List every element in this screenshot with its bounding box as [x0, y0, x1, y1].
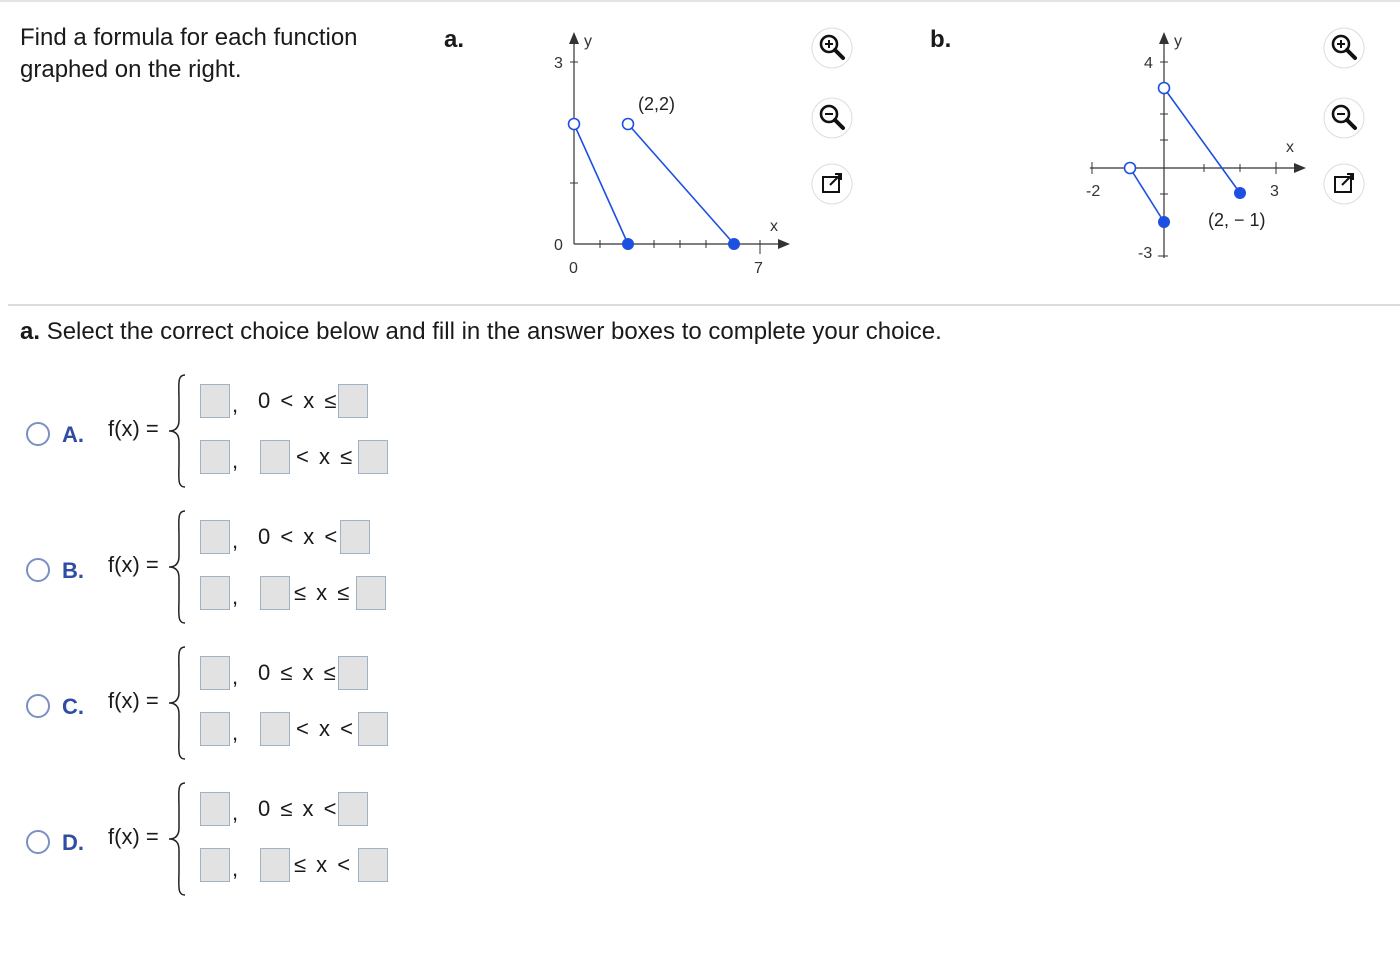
choice-b-row2-condition: ≤ x ≤ — [294, 580, 352, 605]
choice-b-brace — [166, 508, 188, 626]
choice-c-brace — [166, 644, 188, 762]
choice-a-row2-value-input[interactable] — [200, 440, 230, 474]
graph-a-y-label: y — [584, 33, 592, 50]
choice-c-row1-condition: 0 ≤ x ≤ — [258, 660, 338, 685]
choice-d-row2-upper-input[interactable] — [358, 848, 388, 882]
choice-b-row1-comma: , — [232, 528, 239, 553]
choice-c-row1-upper-input[interactable] — [338, 656, 368, 690]
choice-a-row1-comma: , — [232, 392, 239, 417]
choice-b — [0, 508, 700, 628]
choice-b-row2-value-input[interactable] — [200, 576, 230, 610]
choice-a-row2-comma: , — [232, 448, 239, 473]
choice-c-row2-condition: < x < — [296, 716, 355, 741]
choice-a-row1-condition: 0 < x ≤ — [258, 388, 339, 413]
graph-b — [1080, 28, 1320, 268]
choice-b-row2-comma: , — [232, 584, 239, 609]
choice-d-row2-comma: , — [232, 856, 239, 881]
choice-c-row2-upper-input[interactable] — [358, 712, 388, 746]
zoom-out-icon[interactable] — [1322, 96, 1366, 140]
choice-b-row1-upper-input[interactable] — [340, 520, 370, 554]
graph-a-x-tick-7: 7 — [754, 260, 763, 277]
graph-a-y-tick-3: 3 — [554, 55, 563, 72]
choice-b-row1-condition: 0 < x < — [258, 524, 340, 549]
graph-a-label: a. — [444, 26, 465, 53]
choice-a-row2-upper-input[interactable] — [358, 440, 388, 474]
choice-a-letter: A. — [62, 422, 84, 447]
choice-c-row1-value-input[interactable] — [200, 656, 230, 690]
choice-a-brace — [166, 372, 188, 490]
question-prompt: Find a formula for each function graphed on the right. — [20, 24, 358, 83]
choice-a-fx: f(x) = — [108, 416, 159, 441]
graph-b-x-tick-3: 3 — [1270, 183, 1279, 200]
graph-a-open-point-1 — [569, 119, 580, 130]
graph-b-label: b. — [930, 26, 952, 53]
section-divider — [8, 304, 1400, 306]
choice-c-letter: C. — [62, 694, 84, 719]
choice-b-row2-upper-input[interactable] — [356, 576, 386, 610]
choice-c-row2-comma: , — [232, 720, 239, 745]
choice-a-row1-upper-input[interactable] — [338, 384, 368, 418]
graph-b-closed-point-1 — [1158, 216, 1170, 228]
zoom-in-icon[interactable] — [810, 26, 854, 70]
choice-b-fx: f(x) = — [108, 552, 159, 577]
graph-b-closed-point-2 — [1234, 187, 1246, 199]
choice-c-row2-lower-input[interactable] — [260, 712, 290, 746]
choice-d-row2-condition: ≤ x < — [294, 852, 353, 877]
graph-a-point-label: (2,2) — [638, 94, 676, 114]
choice-d-row1-condition: 0 ≤ x < — [258, 796, 339, 821]
graph-a-closed-point-2 — [728, 238, 740, 250]
choice-d-row1-comma: , — [232, 800, 239, 825]
choice-b-radio[interactable] — [26, 558, 50, 582]
popout-icon[interactable] — [810, 162, 854, 206]
choice-d-row2-value-input[interactable] — [200, 848, 230, 882]
choice-a-row2-condition: < x ≤ — [296, 444, 355, 469]
graph-a-x-label: x — [770, 218, 778, 235]
graph-a — [540, 28, 800, 288]
choice-d-letter: D. — [62, 830, 84, 855]
graph-b-point-label: (2, − 1) — [1208, 210, 1266, 230]
choice-a-row2-lower-input[interactable] — [260, 440, 290, 474]
choice-c — [0, 644, 700, 764]
graph-a-open-point-2 — [623, 119, 634, 130]
graph-b-y-tick-neg3: -3 — [1138, 245, 1153, 262]
choice-d-brace — [166, 780, 188, 898]
graph-b-open-point-1 — [1125, 163, 1136, 174]
choice-d-radio[interactable] — [26, 830, 50, 854]
graph-b-y-label: y — [1174, 33, 1182, 50]
choice-c-row2-value-input[interactable] — [200, 712, 230, 746]
top-border — [0, 0, 1400, 2]
instruction-text: Select the correct choice below and fill in the answer boxes to complete your choice. — [46, 318, 942, 345]
graph-b-open-point-2 — [1159, 83, 1170, 94]
choice-a — [0, 372, 700, 492]
zoom-in-icon[interactable] — [1322, 26, 1366, 70]
choice-d-row2-lower-input[interactable] — [260, 848, 290, 882]
choice-a-row1-value-input[interactable] — [200, 384, 230, 418]
choice-d — [0, 780, 700, 900]
choice-c-fx: f(x) = — [108, 688, 159, 713]
choice-c-row1-comma: , — [232, 664, 239, 689]
graph-b-y-tick-4: 4 — [1144, 55, 1153, 72]
graph-b-x-tick-neg2: -2 — [1086, 183, 1101, 200]
graph-a-x-tick-0: 0 — [569, 260, 578, 277]
popout-icon[interactable] — [1322, 162, 1366, 206]
instruction — [20, 318, 942, 346]
choice-d-fx: f(x) = — [108, 824, 159, 849]
graph-a-closed-point-1 — [622, 238, 634, 250]
choice-a-radio[interactable] — [26, 422, 50, 446]
instruction-part-label: a. — [20, 318, 41, 345]
choice-c-radio[interactable] — [26, 694, 50, 718]
choice-b-letter: B. — [62, 558, 84, 583]
choice-d-row1-value-input[interactable] — [200, 792, 230, 826]
graph-a-y-tick-0: 0 — [554, 237, 563, 254]
choice-d-row1-upper-input[interactable] — [338, 792, 368, 826]
choice-b-row2-lower-input[interactable] — [260, 576, 290, 610]
graph-b-x-label: x — [1286, 139, 1294, 156]
zoom-out-icon[interactable] — [810, 96, 854, 140]
choice-b-row1-value-input[interactable] — [200, 520, 230, 554]
